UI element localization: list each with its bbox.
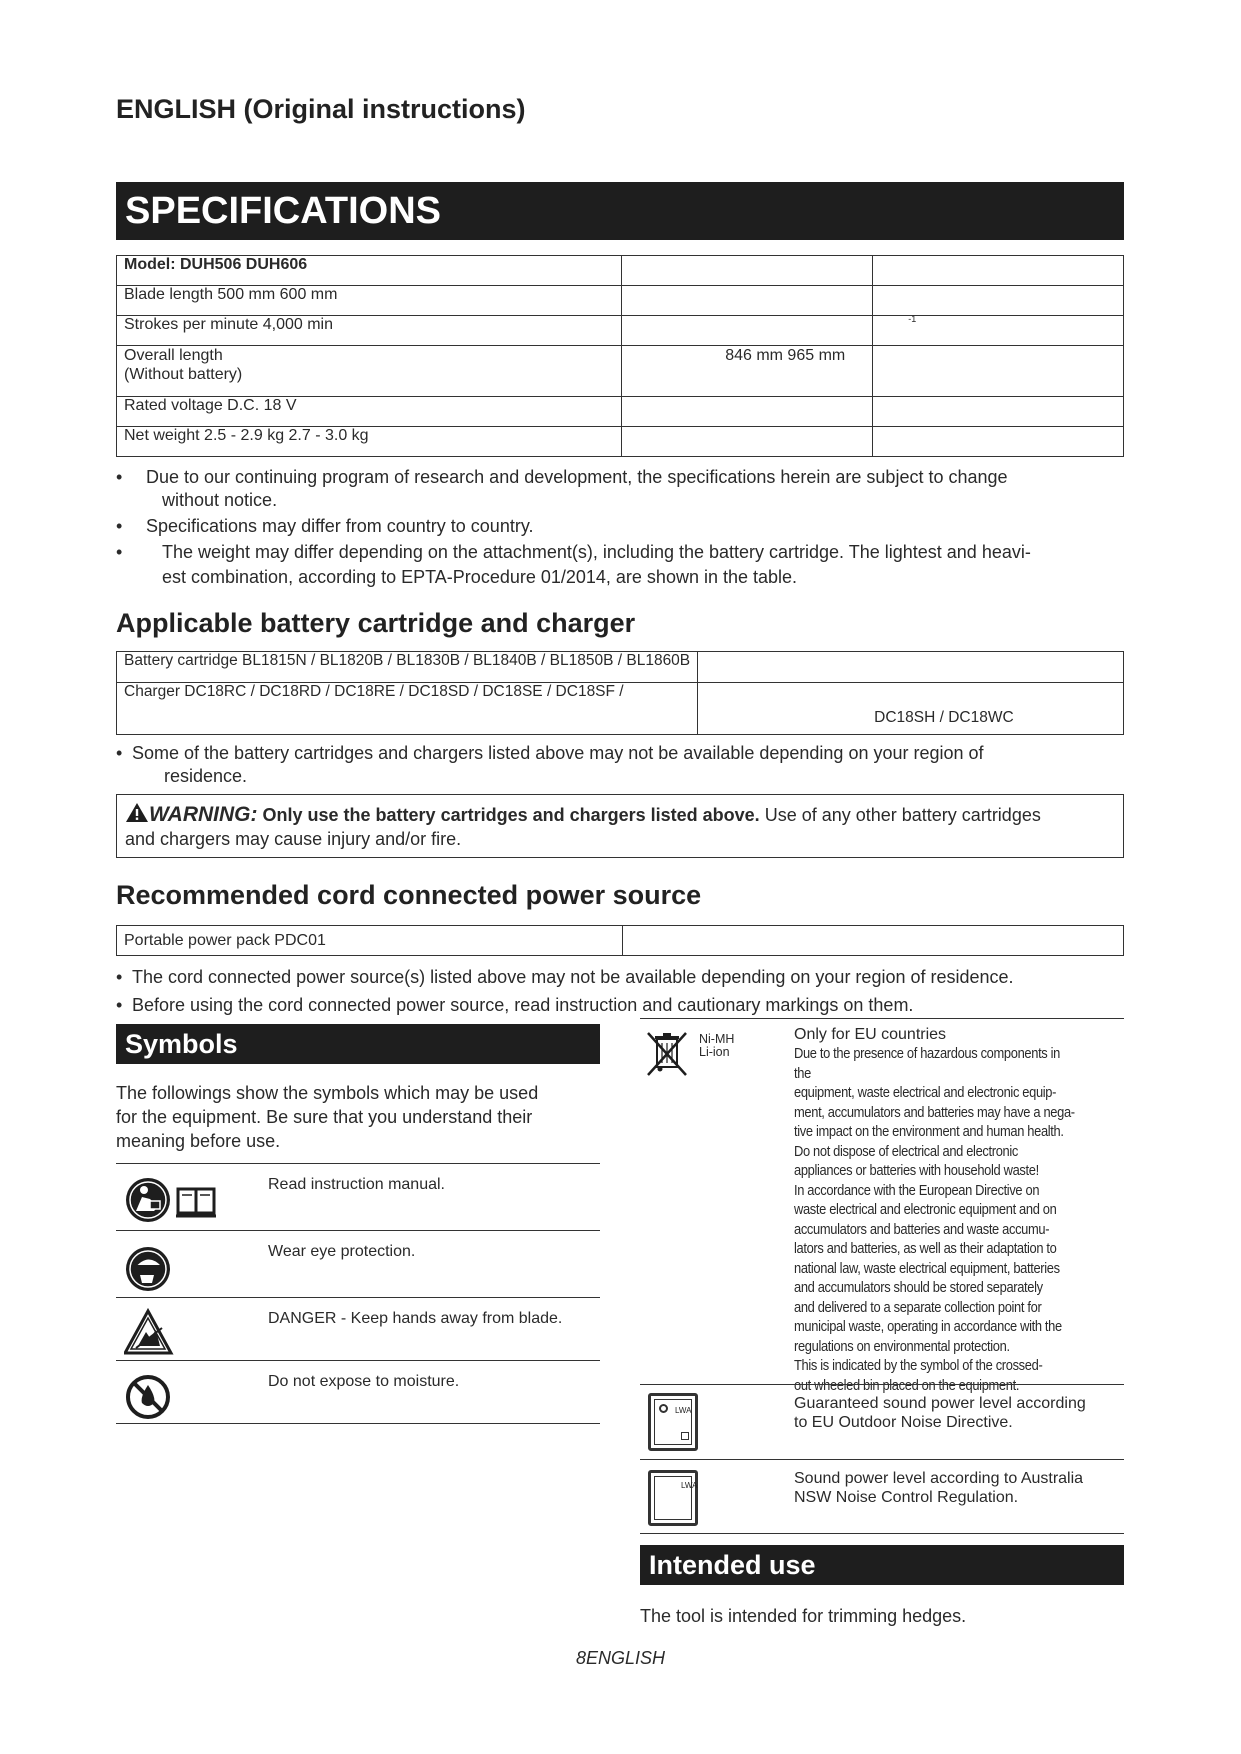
charger-row: [117, 683, 1124, 735]
spec-note: • The weight may differ depending on the attachment(s), including the battery cartridge. The lightest and heavi-: [116, 542, 1031, 562]
intended-use-text: The tool is intended for trimming hedges.: [640, 1606, 967, 1626]
eye-protection-icon: [124, 1245, 174, 1295]
spec-row-overall-length: [117, 346, 1124, 397]
spec-cell: [873, 316, 1124, 346]
intended-use-banner: Intended use: [640, 1545, 1124, 1585]
symbol-row-sound-eu: [640, 1384, 1124, 1459]
symbol-row-danger-blade: [116, 1297, 600, 1360]
battery-cartridge-list: Battery cartridge BL1815N / BL1820B / BL1830B / BL1840B / BL1850B / BL1860B: [117, 652, 698, 683]
warning-box: [116, 794, 1124, 858]
spec-row-net-weight: [117, 427, 1124, 457]
spec-row-model: [117, 256, 1124, 286]
symbol-row-eye-protection: [116, 1230, 600, 1297]
battery-type-labels: Ni-MH Li-ion: [699, 1032, 735, 1059]
spec-overall-length-value: 846 mm 965 mm: [622, 346, 873, 397]
spec-cell: [873, 286, 1124, 316]
warning-triangle-icon: [125, 802, 149, 823]
spec-cell: [873, 397, 1124, 427]
battery-note-continuation: residence.: [164, 766, 248, 786]
power-pack-name: Portable power pack PDC01: [117, 926, 623, 956]
spec-overall-length-label: [117, 346, 622, 397]
power-notes: [116, 966, 1126, 1017]
specifications-table: [116, 255, 1124, 457]
power-row: [117, 926, 1124, 956]
specifications-banner: SPECIFICATIONS: [116, 182, 1124, 240]
eu-title: Only for EU countries: [794, 1026, 947, 1043]
battery-note: • Some of the battery cartridges and chargers listed above may not be available depending on your region of: [116, 743, 984, 763]
spec-cell: [622, 286, 873, 316]
lwa-eu-icon: LWA: [648, 1393, 698, 1451]
spec-blade-length-label: Blade length 500 mm 600 mm: [117, 286, 622, 316]
spec-cell: [622, 256, 873, 286]
spec-row-blade-length: [117, 286, 1124, 316]
lwa-au-icon: LWA: [648, 1470, 698, 1526]
spec-overall-length-line2: (Without battery): [124, 366, 243, 383]
document-language-title: ENGLISH (Original instructions): [116, 94, 526, 124]
charger-list-continuation: DC18SH / DC18WC: [698, 683, 1124, 735]
symbol-text: DANGER - Keep hands away from blade.: [268, 1310, 563, 1327]
spec-cell: [622, 427, 873, 457]
spec-row-strokes: [117, 316, 1124, 346]
battery-notes: [116, 742, 1126, 788]
power-note: • Before using the cord connected power source, read instruction and cautionary markings on them.: [116, 995, 914, 1015]
spec-strokes-label: Strokes per minute 4,000 min: [117, 316, 622, 346]
spec-note: • Specifications may differ from country to country.: [116, 516, 534, 536]
spec-cell: [873, 427, 1124, 457]
symbol-row-eu-disposal: [640, 1018, 1124, 1394]
spec-net-weight-label: Net weight 2.5 - 2.9 kg 2.7 - 3.0 kg: [117, 427, 622, 457]
spec-row-rated-voltage: [117, 397, 1124, 427]
page-footer: 8ENGLISH: [575, 1648, 666, 1668]
spec-note-continuation: without notice.: [162, 490, 278, 510]
battery-cell: [698, 652, 1124, 683]
battery-section-heading: Applicable battery cartridge and charger: [116, 608, 636, 638]
spec-strokes-unit-exponent: -1: [908, 314, 917, 324]
warning-bold-text: Only use the battery cartridges and chargers listed above.: [262, 805, 760, 825]
symbols-banner: Symbols: [116, 1024, 600, 1064]
danger-hand-blade-icon: [124, 1308, 174, 1358]
spec-cell: [622, 397, 873, 427]
battery-charger-table: [116, 651, 1124, 735]
battery-row: [117, 652, 1124, 683]
symbol-row-read-manual: [116, 1163, 600, 1230]
warning-line2: and chargers may cause injury and/or fire.: [125, 829, 462, 849]
spec-note-continuation: est combination, according to EPTA-Procedure 01/2014, are shown in the table.: [162, 567, 798, 587]
eu-body: Due to the presence of hazardous components in the equipment, waste electrical and electronic equip- ment, accumulators and batteries may have a nega- tive impact on the environment and human health. Do not dispose of electrical and electronic appliances or batteries with household waste! In accordance with the European Directive on waste electrical and electronic equipment and on accumulators and batteries and waste accumu- lators and batteries, as well as their adaptation to national law, waste electrical equipment, batteries and accumulators should be stored separately and delivered to a separate collection point for municipal waste, operating in accordance with the regulations on environmental protection. This is indicated by the symbol of the crossed- out wheeled bin placed on the equipment.: [794, 1045, 1075, 1394]
no-moisture-icon: [124, 1373, 174, 1423]
spec-notes: [116, 466, 1126, 589]
crossed-bin-icon: [646, 1031, 688, 1077]
symbol-text: Read instruction manual.: [268, 1176, 445, 1193]
power-section-heading: Recommended cord connected power source: [116, 880, 702, 910]
symbol-row-sound-au: [640, 1459, 1124, 1534]
spec-overall-length-line1: Overall length: [124, 347, 223, 364]
symbol-text: Wear eye protection.: [268, 1243, 416, 1260]
symbol-row-no-moisture: [116, 1360, 600, 1424]
warning-line1: [125, 802, 1115, 827]
power-note: • The cord connected power source(s) listed above may not be available depending on your region of residence.: [116, 967, 1014, 987]
spec-note: • Due to our continuing program of research and development, the specifications herein are subject to change: [116, 467, 1008, 487]
read-manual-icon: [124, 1175, 224, 1225]
charger-list: Charger DC18RC / DC18RD / DC18RE / DC18SD / DC18SE / DC18SF /: [117, 683, 698, 735]
sound-eu-text: Guaranteed sound power level according to EU Outdoor Noise Directive.: [794, 1395, 1086, 1431]
power-cell: [623, 926, 1124, 956]
symbols-intro: The followings show the symbols which may be used for the equipment. Be sure that you understand their meaning before use.: [116, 1083, 539, 1151]
warning-title: WARNING:: [149, 803, 258, 826]
sound-au-text: Sound power level according to Australia NSW Noise Control Regulation.: [794, 1470, 1084, 1506]
power-source-table: [116, 925, 1124, 956]
spec-cell: [873, 346, 1124, 397]
spec-cell: [873, 256, 1124, 286]
symbol-text: Do not expose to moisture.: [268, 1373, 460, 1390]
spec-model-label: Model: DUH506 DUH606: [117, 256, 622, 286]
spec-rated-voltage-label: Rated voltage D.C. 18 V: [117, 397, 622, 427]
spec-cell: [622, 316, 873, 346]
eu-disposal-text: [794, 1025, 1124, 1395]
warning-text: Use of any other battery cartridges: [764, 805, 1041, 825]
